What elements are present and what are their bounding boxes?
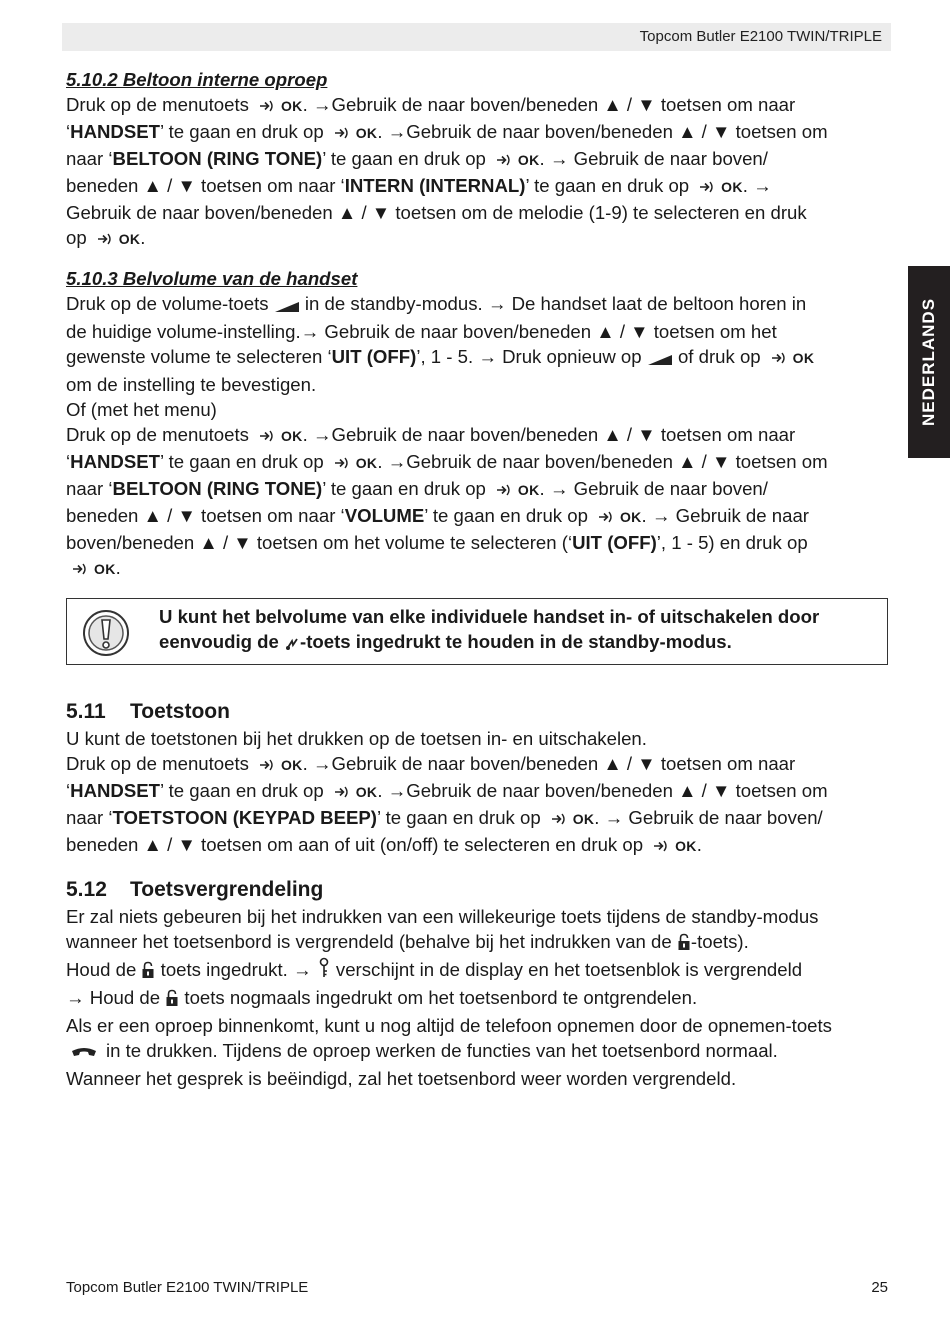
paragraph-line: op OK.: [66, 227, 146, 248]
menu-key-icon: [771, 346, 787, 360]
key-icon: [317, 957, 331, 985]
menu-key-icon: [653, 834, 669, 848]
menu-key-icon: [334, 121, 350, 135]
menu-key-icon: [334, 451, 350, 465]
section-title-5-11: 5.11 Toetstoon: [66, 700, 230, 723]
header-bar: [62, 23, 891, 51]
lock-key-icon: [141, 960, 155, 985]
paragraph-line: beneden ▲ / ▼ toetsen om aan of uit (on/off) te selecteren en druk op OK.: [66, 834, 702, 855]
paragraph-line: Wanneer het gesprek is beëindigd, zal het toetsenbord weer worden vergrendeld.: [66, 1068, 737, 1089]
paragraph-line: Gebruik de naar boven/beneden ▲ / ▼ toetsen om de melodie (1-9) te selecteren en druk: [66, 202, 807, 223]
language-tab: [908, 266, 950, 458]
section-title-5-12: 5.12 Toetsvergrendeling: [66, 878, 324, 901]
language-tab-label: NEDERLANDS: [919, 297, 938, 427]
note-box: [66, 598, 888, 665]
paragraph-line: wanneer het toetsenbord is vergrendeld (behalve bij het indrukken van de -toets).: [66, 929, 888, 957]
paragraph-line: Druk op de volume-toets in de standby-modus. → De handset laat de beltoon horen in: [66, 291, 888, 319]
paragraph-line: naar ‘TOETSTOON (KEYPAD BEEP)’ te gaan en druk op OK. → Gebruik de naar boven/: [66, 807, 823, 828]
paragraph-line: ‘HANDSET’ te gaan en druk op OK. →Gebruik de naar boven/beneden ▲ / ▼ toetsen om: [66, 451, 828, 472]
volume-key-icon: [647, 347, 673, 372]
paragraph-line: ‘HANDSET’ te gaan en druk op OK. →Gebruik de naar boven/beneden ▲ / ▼ toetsen om: [66, 780, 828, 801]
paragraph-line: → Houd de toets nogmaals ingedrukt om het toetsenbord te ontgrendelen.: [66, 985, 888, 1013]
warning-icon: [81, 608, 131, 663]
lock-key-icon: [165, 988, 179, 1013]
menu-key-icon: [259, 424, 275, 438]
paragraph-line: boven/beneden ▲ / ▼ toetsen om het volume te selecteren (‘UIT (OFF)’, 1 - 5) en druk op: [66, 532, 808, 553]
menu-key-icon: [72, 557, 88, 571]
note-line: U kunt het belvolume van elke individuele handset in- of uitschakelen door: [159, 606, 820, 627]
paragraph-line: Houd de toets ingedrukt. → verschijnt in de display en het toetsenblok is vergrendeld: [66, 957, 888, 985]
paragraph-line: om de instelling te bevestigen.: [66, 374, 317, 395]
paragraph-line: Druk op de menutoets OK. →Gebruik de naar boven/beneden ▲ / ▼ toetsen om naar: [66, 94, 796, 115]
menu-key-icon: [496, 478, 512, 492]
paragraph-line: Er zal niets gebeuren bij het indrukken van een willekeurige toets tijdens de standby-modus: [66, 906, 819, 927]
paragraph-line: beneden ▲ / ▼ toetsen om naar ‘VOLUME’ te gaan en druk op OK. → Gebruik de naar: [66, 505, 809, 526]
call-key-icon: [70, 1041, 98, 1066]
paragraph-line: Druk op de menutoets OK. →Gebruik de naar boven/beneden ▲ / ▼ toetsen om naar: [66, 753, 796, 774]
footer-title: Topcom Butler E2100 TWIN/TRIPLE: [66, 1279, 309, 1296]
menu-key-icon: [551, 807, 567, 821]
paragraph-line: beneden ▲ / ▼ toetsen om naar ‘INTERN (INTERNAL)’ te gaan en druk op OK. →: [66, 175, 772, 196]
menu-key-icon: [598, 505, 614, 519]
bell-off-key-icon: [284, 632, 300, 657]
paragraph-line: Druk op de menutoets OK. →Gebruik de naar boven/beneden ▲ / ▼ toetsen om naar: [66, 424, 796, 445]
lock-key-icon: [677, 932, 691, 957]
menu-key-icon: [496, 148, 512, 162]
note-line: eenvoudig de -toets ingedrukt te houden in de standby-modus.: [159, 629, 819, 657]
section-heading-5-10-2: 5.10.2 Beltoon interne oproep: [66, 69, 328, 90]
page-number: 25: [871, 1279, 888, 1296]
page-content: [66, 67, 888, 1091]
menu-key-icon: [334, 780, 350, 794]
paragraph-line: naar ‘BELTOON (RING TONE)’ te gaan en druk op OK. → Gebruik de naar boven/: [66, 148, 768, 169]
paragraph-line: naar ‘BELTOON (RING TONE)’ te gaan en druk op OK. → Gebruik de naar boven/: [66, 478, 768, 499]
menu-key-icon: [97, 227, 113, 241]
paragraph-line: U kunt de toetstonen bij het drukken op de toetsen in- en uitschakelen.: [66, 728, 647, 749]
paragraph-line: ‘HANDSET’ te gaan en druk op OK. →Gebruik de naar boven/beneden ▲ / ▼ toetsen om: [66, 121, 828, 142]
section-heading-5-10-3: 5.10.3 Belvolume van de handset: [66, 268, 358, 289]
paragraph-line: Of (met het menu): [66, 399, 217, 420]
header-title: Topcom Butler E2100 TWIN/TRIPLE: [639, 28, 882, 45]
paragraph-line: de huidige volume-instelling.→ Gebruik de naar boven/beneden ▲ / ▼ toetsen om het: [66, 321, 777, 342]
paragraph-line: Als er een oproep binnenkomt, kunt u nog altijd de telefoon opnemen door de opnemen-toets: [66, 1015, 832, 1036]
paragraph-line: in te drukken. Tijdens de oproep werken de functies van het toetsenbord normaal.: [66, 1038, 888, 1066]
menu-key-icon: [259, 94, 275, 108]
paragraph-line: OK.: [66, 555, 888, 582]
menu-key-icon: [699, 175, 715, 189]
menu-key-icon: [259, 753, 275, 767]
volume-key-icon: [274, 294, 300, 319]
paragraph-line: gewenste volume te selecteren ‘UIT (OFF)’, 1 - 5. → Druk opnieuw op of druk op OK: [66, 344, 888, 372]
